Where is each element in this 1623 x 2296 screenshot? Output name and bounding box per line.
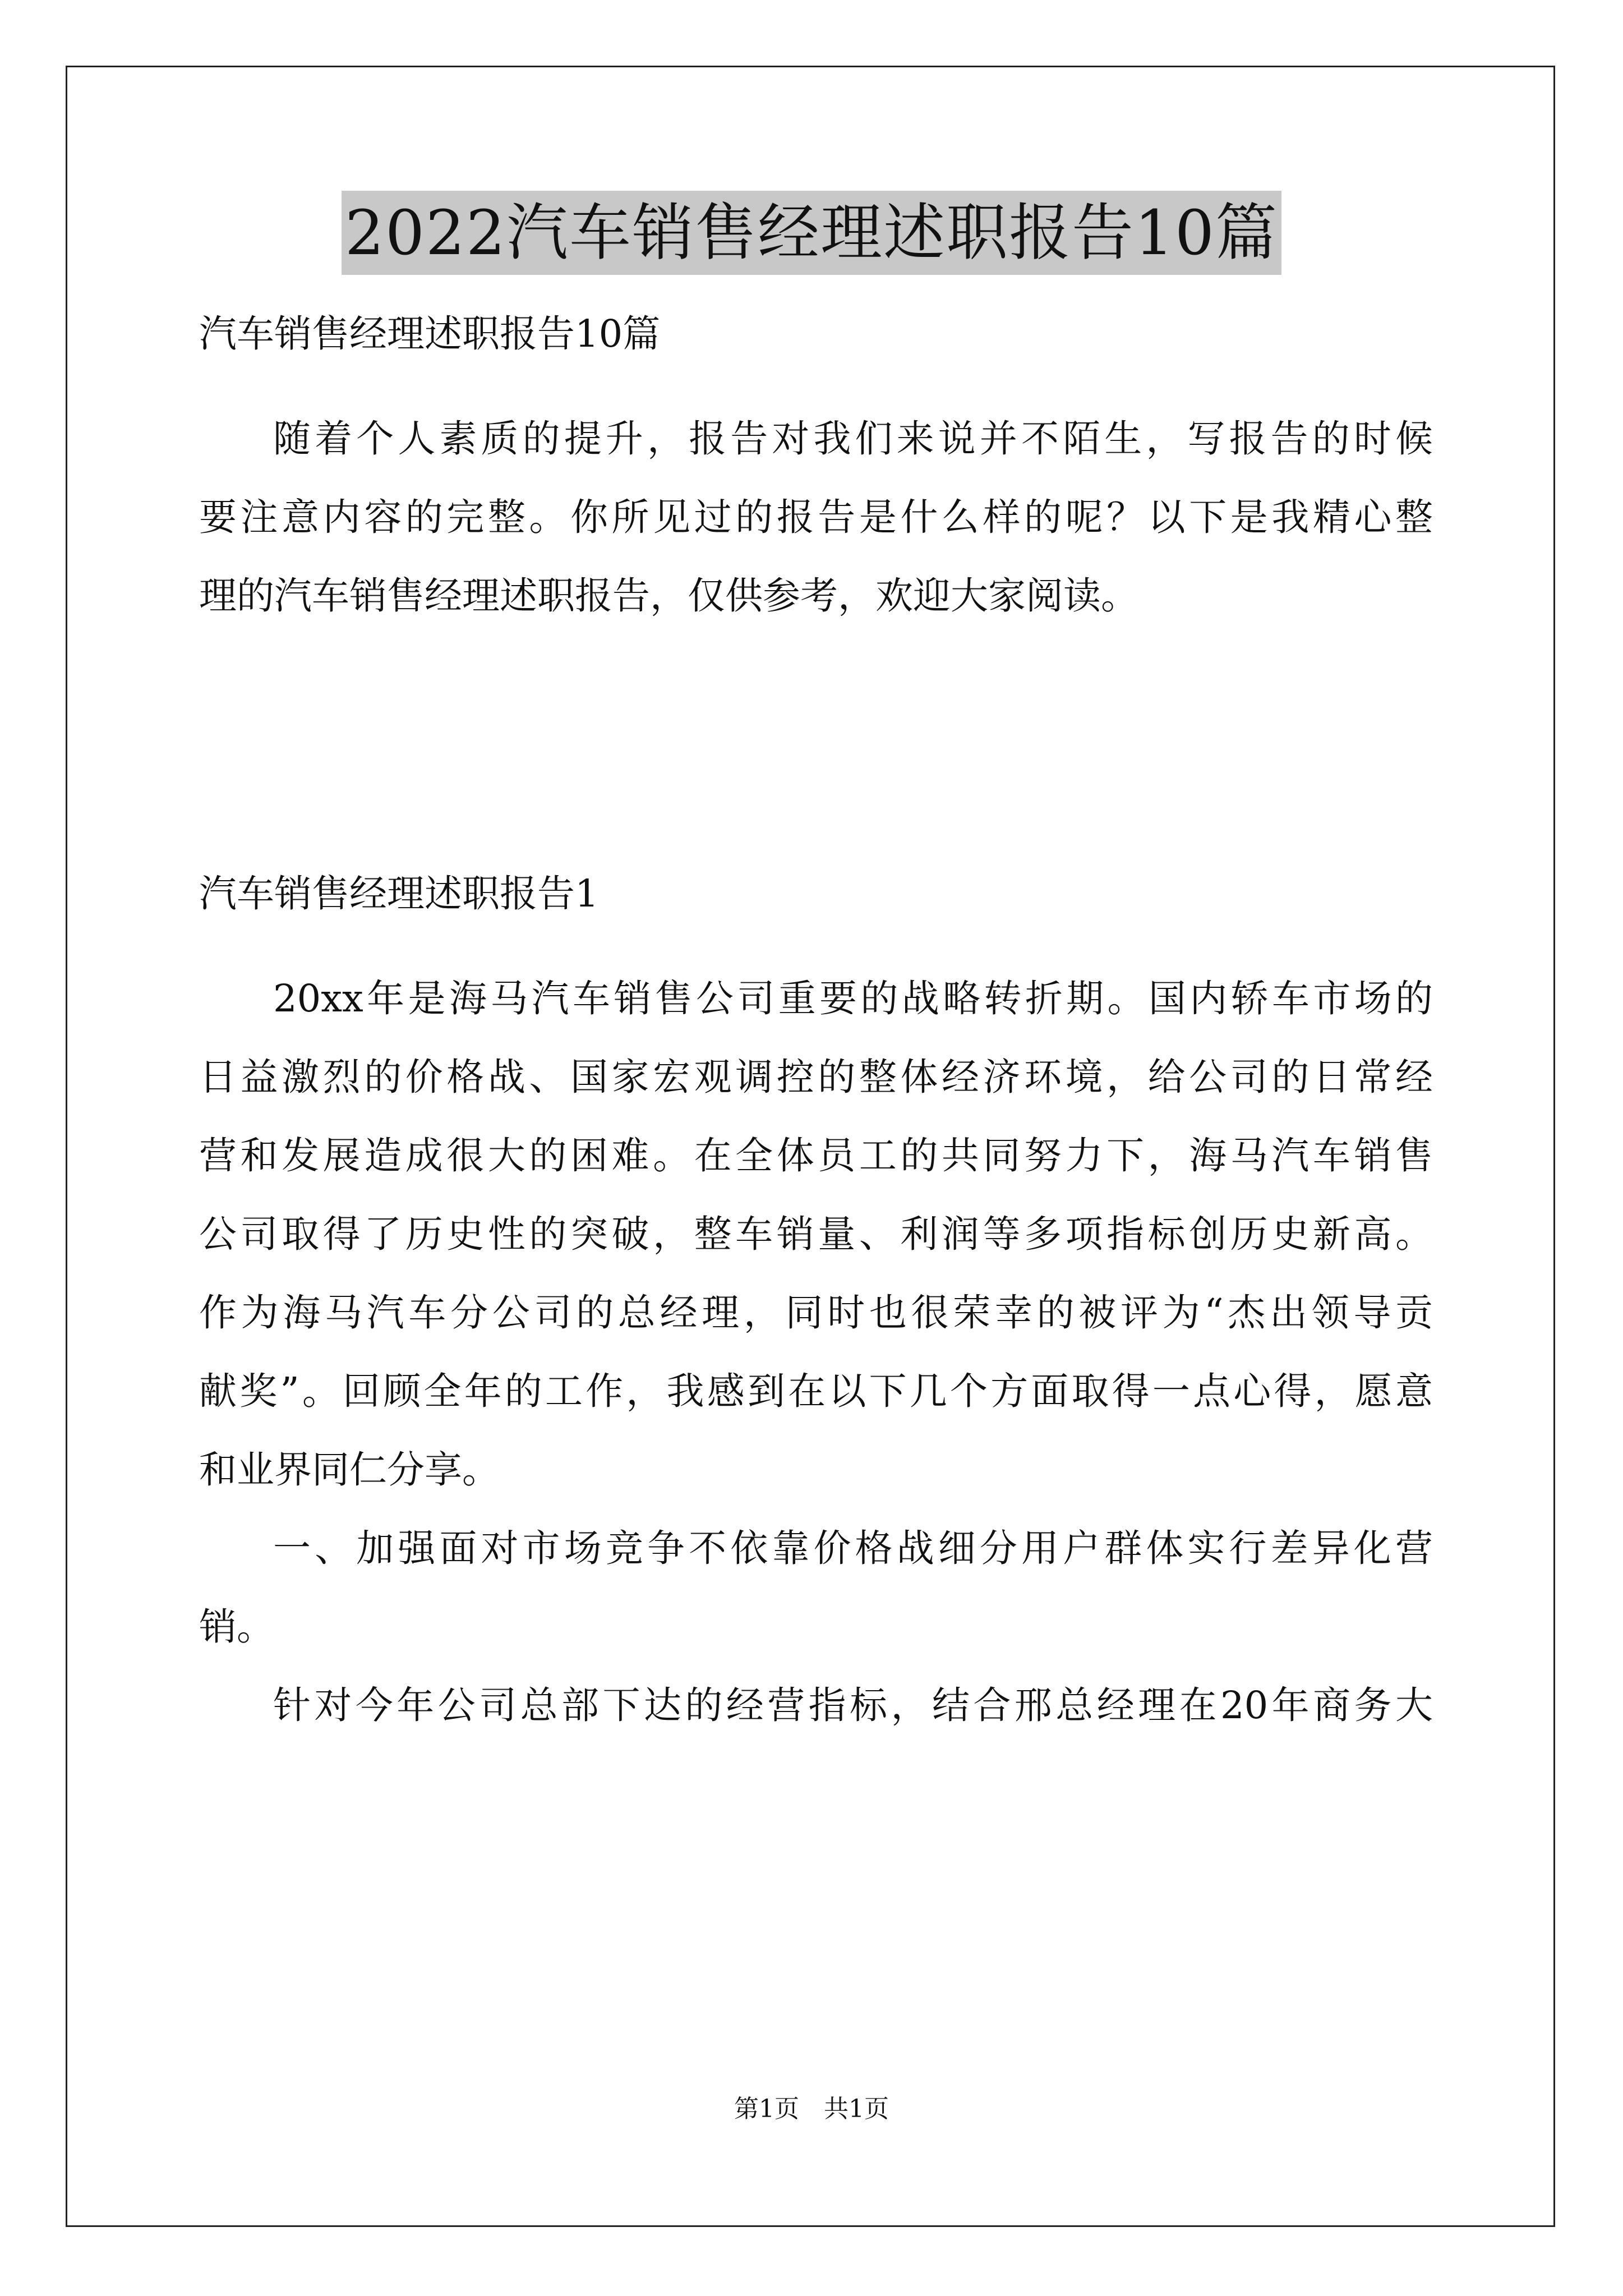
intro-line: 要注意内容的完整。你所见过的报告是什么样的呢？以下是我精心整: [199, 495, 1433, 539]
paragraph-3: [199, 1679, 1433, 1732]
paragraph-line: 作为海马汽车分公司的总经理，同时也很荣幸的被评为“杰出领导贡: [199, 1291, 1433, 1335]
document-title: 2022汽车销售经理述职报告10篇: [342, 191, 1281, 275]
paragraph-line: 和业界同仁分享。: [199, 1448, 500, 1492]
paragraph-line: 公司取得了历史性的突破，整车销量、利润等多项指标创历史新高。: [199, 1212, 1433, 1256]
paragraph-line: 日益激烈的价格战、国家宏观调控的整体经济环境，给公司的日常经: [199, 1055, 1433, 1099]
intro-paragraph: [199, 412, 1433, 623]
document-subtitle: 汽车销售经理述职报告10篇: [199, 312, 661, 356]
intro-line: 随着个人素质的提升，报告对我们来说并不陌生，写报告的时候: [273, 417, 1433, 461]
page-footer: 第1页 共1页: [734, 2095, 889, 2123]
paragraph-line: 销。: [199, 1605, 274, 1649]
paragraph-line: 献奖”。回顾全年的工作，我感到在以下几个方面取得一点心得，愿意: [199, 1369, 1433, 1413]
paragraph-line: 营和发展造成很大的困难。在全体员工的共同努力下，海马汽车销售: [199, 1134, 1433, 1177]
title-container: [0, 191, 1623, 275]
paragraph-line: 一、加强面对市场竞争不依靠价格战细分用户群体实行差异化营: [273, 1526, 1433, 1570]
section-heading: 汽车销售经理述职报告1: [199, 872, 599, 915]
intro-line: 理的汽车销售经理述职报告，仅供参考，欢迎大家阅读。: [199, 574, 1138, 618]
paragraph-1: [199, 972, 1433, 1497]
paragraph-2: [199, 1522, 1433, 1654]
paragraph-line: 20xx年是海马汽车销售公司重要的战略转折期。国内轿车市场的: [273, 977, 1433, 1020]
paragraph-line: 针对今年公司总部下达的经营指标，结合邢总经理在20年商务大: [273, 1683, 1433, 1727]
